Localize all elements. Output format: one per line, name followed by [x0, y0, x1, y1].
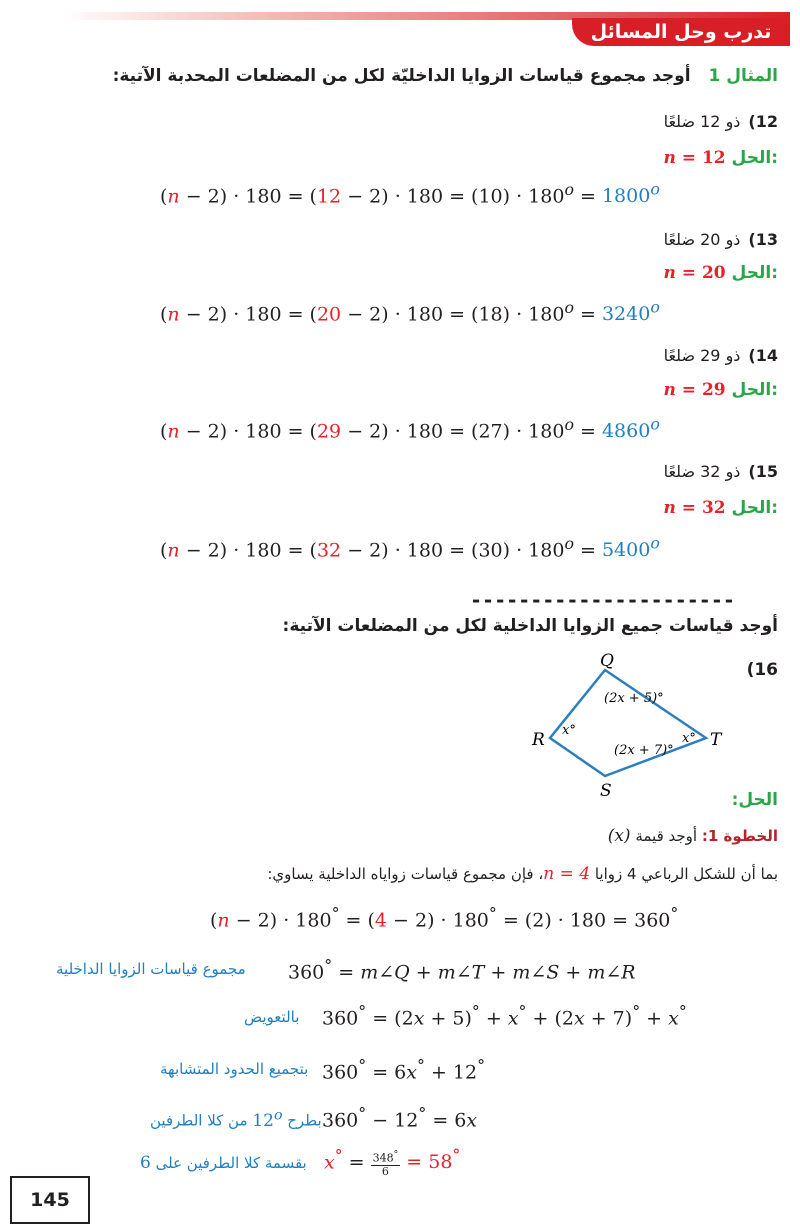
solution-14: n = 29 الحل:	[663, 380, 778, 400]
note-text-2: من كلا الطرفين	[150, 1111, 248, 1130]
equation-13: $(n - 2) \cdot 180 = (20 - 2) \cdot 180 = (18) \cdot 180^o = 3240^o$	[160, 298, 660, 326]
fraction-numerator: 348	[372, 1151, 394, 1165]
vertex-T: T	[710, 730, 722, 750]
equation-12: $(n - 2) \cdot 180 = (12 - 2) \cdot 180 = (10) \cdot 180^o = 1800^o$	[160, 180, 660, 208]
result-value: 3240	[601, 303, 651, 326]
n-value: 29	[701, 380, 726, 400]
example-row	[113, 66, 778, 86]
equation-16-sum: (n − 2) · 180° = (4 − 2) · 180° = (2) · 180 = 360°	[210, 904, 679, 932]
n-minus-2: 30	[478, 539, 503, 562]
problem-text: ذو 12 ضلعًا	[663, 112, 741, 131]
equation-step-3: 360° = 6x° + 12°	[322, 1056, 486, 1084]
n-minus-2: 27	[478, 420, 503, 443]
angle-R-label: x°	[562, 723, 576, 738]
problem-text: ذو 20 ضلعًا	[663, 230, 741, 249]
problem-number: 12)	[748, 112, 778, 131]
step-note-3: بتجميع الحدود المتشابهة	[160, 1060, 309, 1078]
problem-15	[664, 462, 778, 481]
vertex-R: R	[532, 730, 545, 750]
solution-label: الحل:	[731, 263, 778, 283]
step-note-4	[150, 1107, 322, 1131]
step1-label: الخطوة 1:	[701, 827, 778, 845]
step-note-1: مجموع قياسات الزوايا الداخلية	[56, 960, 246, 978]
n-value: 32	[701, 498, 726, 518]
example-label: المثال 1	[708, 66, 778, 86]
n-sub: 20	[316, 303, 342, 326]
example-prompt: أوجد مجموع قياسات الزوايا الداخليّة لكل من المضلعات المحدبة الآتية:	[112, 66, 691, 86]
quadrilateral-figure	[520, 650, 750, 800]
n-minus-2: 18	[478, 303, 503, 326]
equation-step-4: 360° − 12° = 6x	[322, 1104, 478, 1132]
n-value: 20	[701, 263, 726, 283]
problem-13	[664, 230, 778, 249]
note-text: بقسمة كلا الطرفين على	[155, 1154, 307, 1172]
angle-T-label: x°	[682, 731, 696, 746]
step1-var: (x)	[607, 826, 631, 846]
result-value: 4860	[601, 420, 651, 443]
solution-label: الحل:	[731, 498, 778, 518]
result-value: 5400	[601, 539, 651, 562]
intro-a: بما أن للشكل الرباعي 4 زوايا	[594, 865, 778, 883]
note-value: 12$^o$	[252, 1107, 283, 1131]
equation-step-1: 360° = m∠Q + m∠T + m∠S + m∠R	[288, 956, 636, 984]
n-sub: 4	[374, 909, 387, 932]
step1-text: أوجد قيمة	[635, 827, 698, 845]
page-number: 145	[10, 1176, 90, 1224]
n-sub: 12	[316, 185, 342, 208]
solution-label-16	[732, 790, 778, 810]
problem-12	[664, 112, 778, 131]
note-text: بطرح	[287, 1111, 322, 1130]
step-note-5	[140, 1153, 307, 1173]
intro-b: ، فإن مجموع قياسات زواياه الداخلية يساوي:	[267, 865, 544, 883]
problem-number: 15)	[748, 462, 778, 481]
problem-number-16: (16	[746, 660, 778, 680]
solution-12: n = 12 الحل:	[663, 148, 778, 168]
solution-13: n = 20 الحل:	[663, 263, 778, 283]
solution-label: الحل:	[731, 148, 778, 168]
step1-line	[608, 826, 778, 846]
n-equals-4: n = 4	[543, 864, 591, 884]
note-value: 6	[140, 1153, 151, 1173]
section2-prompt: أوجد قياسات جميع الزوايا الداخلية لكل من المضلعات الآتية:	[282, 616, 778, 636]
solution-label: الحل:	[731, 790, 778, 810]
solution-label: الحل:	[731, 380, 778, 400]
problem-text: ذو 29 ضلعًا	[663, 346, 741, 365]
result-value: 1800	[601, 185, 651, 208]
n-sub: 29	[316, 420, 342, 443]
step-note-2: بالتعويض	[244, 1008, 300, 1026]
angle-S-label: (2x + 7)°	[614, 743, 674, 758]
vertex-S: S	[600, 781, 612, 800]
n-minus-2: 10	[478, 185, 503, 208]
intro-line	[267, 864, 778, 884]
x-result: 58	[428, 1151, 453, 1174]
problem-number: 14)	[748, 346, 778, 365]
problem-number: 13)	[748, 230, 778, 249]
section-title: تدرب وحل المسائل	[572, 18, 790, 46]
equation-15: $(n - 2) \cdot 180 = (32 - 2) \cdot 180 = (30) \cdot 180^o = 5400^o$	[160, 534, 660, 562]
equation-14: $(n - 2) \cdot 180 = (29 - 2) \cdot 180 = (27) \cdot 180^o = 4860^o$	[160, 415, 660, 443]
sum-result: 360	[634, 909, 671, 932]
problem-14	[664, 346, 778, 365]
n-value: 12	[701, 148, 726, 168]
solution-15: n = 32 الحل:	[663, 498, 778, 518]
vertex-Q: Q	[600, 651, 614, 671]
angle-Q-label: (2x + 5)°	[604, 691, 664, 706]
dashed-divider: ----------------------	[470, 588, 735, 612]
fraction: $\frac{348^\circ}{6}$	[372, 1149, 399, 1178]
equation-step-2: 360° = (2x + 5)° + x° + (2x + 7)° + x°	[322, 1002, 687, 1030]
fraction-denominator: 6	[381, 1164, 389, 1178]
problem-text: ذو 32 ضلعًا	[663, 462, 741, 481]
n-sub: 32	[316, 539, 342, 562]
equation-step-5: x° = $\frac{348^\circ}{6}$ = 58°	[324, 1146, 461, 1178]
